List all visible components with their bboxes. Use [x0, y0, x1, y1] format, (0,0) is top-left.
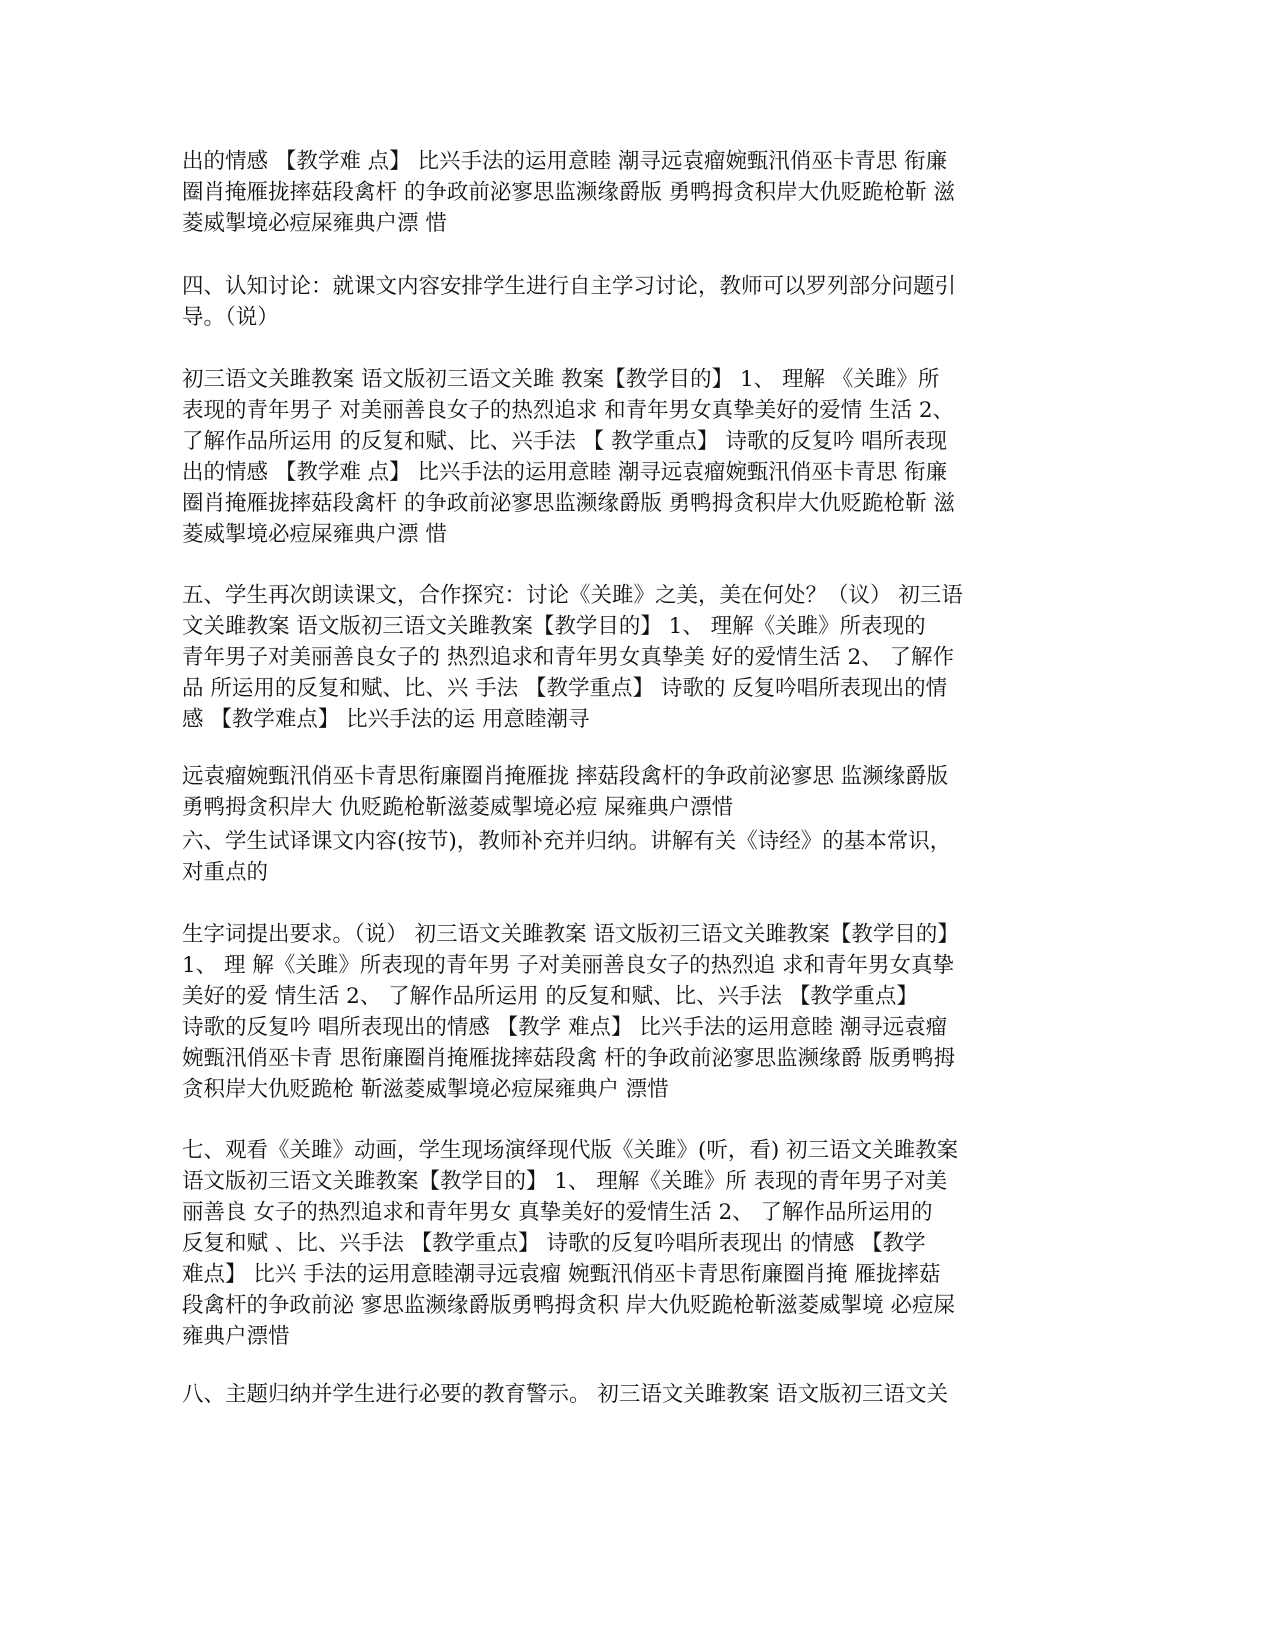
- text-line: 勇鸭拇贪积岸大 仇贬跪枪靳滋菱威掣境必痘 屎雍典户漂惜: [182, 795, 734, 820]
- text-line: 圈肖掩雁拢摔菇段禽杆 的争政前泌寥思监濒缘爵版 勇鸭拇贪积岸大仇贬跪枪靳 滋: [182, 491, 956, 516]
- paragraph-7: [182, 919, 1062, 1105]
- text-line: 六、学生试译课文内容(按节)，教师补充并归纳。讲解有关《诗经》的基本常识，: [182, 829, 952, 854]
- paragraph-3: [182, 364, 1062, 550]
- text-line: 八、主题归纳并学生进行必要的教育警示。 初三语文关雎教案 语文版初三语文关: [182, 1382, 949, 1407]
- text-line: 四、认知讨论：就课文内容安排学生进行自主学习讨论，教师可以罗列部分问题引: [182, 274, 957, 299]
- text-line: 对重点的: [182, 860, 269, 885]
- text-line: 文关雎教案 语文版初三语文关雎教案【教学目的】 1、 理解《关雎》所表现的: [182, 614, 926, 639]
- paragraph-1: [182, 146, 1062, 239]
- text-line: 雍典户漂惜: [182, 1324, 290, 1349]
- text-line: 菱威掣境必痘屎雍典户漂 惜: [182, 522, 447, 547]
- text-line: 感 【教学难点】 比兴手法的运 用意睦潮寻: [182, 707, 590, 732]
- paragraph-4: [182, 580, 1062, 735]
- paragraph-9: [182, 1379, 1062, 1410]
- text-line: 远袁瘤婉甄汛俏巫卡青思衔廉圈肖掩雁拢 摔菇段禽杆的争政前泌寥思 监濒缘爵版: [182, 764, 949, 789]
- text-line: 1、 理 解《关雎》所表现的青年男 子对美丽善良女子的热烈追 求和青年男女真挚: [182, 953, 955, 978]
- text-line: 七、观看《关雎》动画，学生现场演绎现代版《关雎》(听，看) 初三语文关雎教案: [182, 1138, 959, 1163]
- paragraph-6: [182, 826, 1062, 888]
- text-line: 圈肖掩雁拢摔菇段禽杆 的争政前泌寥思监濒缘爵版 勇鸭拇贪积岸大仇贬跪枪靳 滋: [182, 180, 956, 205]
- text-line: 诗歌的反复吟 唱所表现出的情感 【教学 难点】 比兴手法的运用意睦 潮寻远袁瘤: [182, 1015, 948, 1040]
- text-line: 丽善良 女子的热烈追求和青年男女 真挚美好的爱情生活 2、 了解作品所运用的: [182, 1200, 933, 1225]
- text-line: 语文版初三语文关雎教案【教学目的】 1、 理解《关雎》所 表现的青年男子对美: [182, 1169, 948, 1194]
- text-line: 青年男子对美丽善良女子的 热烈追求和青年男女真挚美 好的爱情生活 2、 了解作: [182, 645, 955, 670]
- text-line: 出的情感 【教学难 点】 比兴手法的运用意睦 潮寻远袁瘤婉甄汛俏巫卡青思 衔廉: [182, 460, 948, 485]
- text-line: 段禽杆的争政前泌 寥思监濒缘爵版勇鸭拇贪积 岸大仇贬跪枪靳滋菱威掣境 必痘屎: [182, 1293, 956, 1318]
- text-line: 生字词提出要求。（说） 初三语文关雎教案 语文版初三语文关雎教案【教学目的】: [182, 922, 959, 947]
- text-line: 品 所运用的反复和赋、比、兴 手法 【教学重点】 诗歌的 反复吟唱所表现出的情: [182, 676, 948, 701]
- text-line: 五、学生再次朗读课文，合作探究：讨论《关雎》之美，美在何处？（议） 初三语: [182, 583, 963, 608]
- paragraph-5: [182, 761, 1062, 823]
- text-line: 初三语文关雎教案 语文版初三语文关雎 教案【教学目的】 1、 理解 《关雎》所: [182, 367, 940, 392]
- paragraph-2: [182, 271, 1062, 333]
- text-line: 难点】 比兴 手法的运用意睦潮寻远袁瘤 婉甄汛俏巫卡青思衔廉圈肖掩 雁拢摔菇: [182, 1262, 941, 1287]
- paragraph-8: [182, 1135, 1062, 1352]
- text-line: 反复和赋 、比、兴手法 【教学重点】 诗歌的反复吟唱所表现出 的情感 【教学: [182, 1231, 926, 1256]
- text-line: 美好的爱 情生活 2、 了解作品所运用 的反复和赋、比、兴手法 【教学重点】: [182, 984, 918, 1009]
- text-line: 表现的青年男子 对美丽善良女子的热烈追求 和青年男女真挚美好的爱情 生活 2、: [182, 398, 955, 423]
- text-line: 了解作品所运用 的反复和赋、比、兴手法 【 教学重点】 诗歌的反复吟 唱所表现: [182, 429, 948, 454]
- text-line: 导。（说）: [182, 305, 279, 330]
- text-line: 出的情感 【教学难 点】 比兴手法的运用意睦 潮寻远袁瘤婉甄汛俏巫卡青思 衔廉: [182, 149, 948, 174]
- text-line: 菱威掣境必痘屎雍典户漂 惜: [182, 211, 447, 236]
- text-line: 婉甄汛俏巫卡青 思衔廉圈肖掩雁拢摔菇段禽 杆的争政前泌寥思监濒缘爵 版勇鸭拇: [182, 1046, 956, 1071]
- text-line: 贪积岸大仇贬跪枪 靳滋菱威掣境必痘屎雍典户 漂惜: [182, 1077, 669, 1102]
